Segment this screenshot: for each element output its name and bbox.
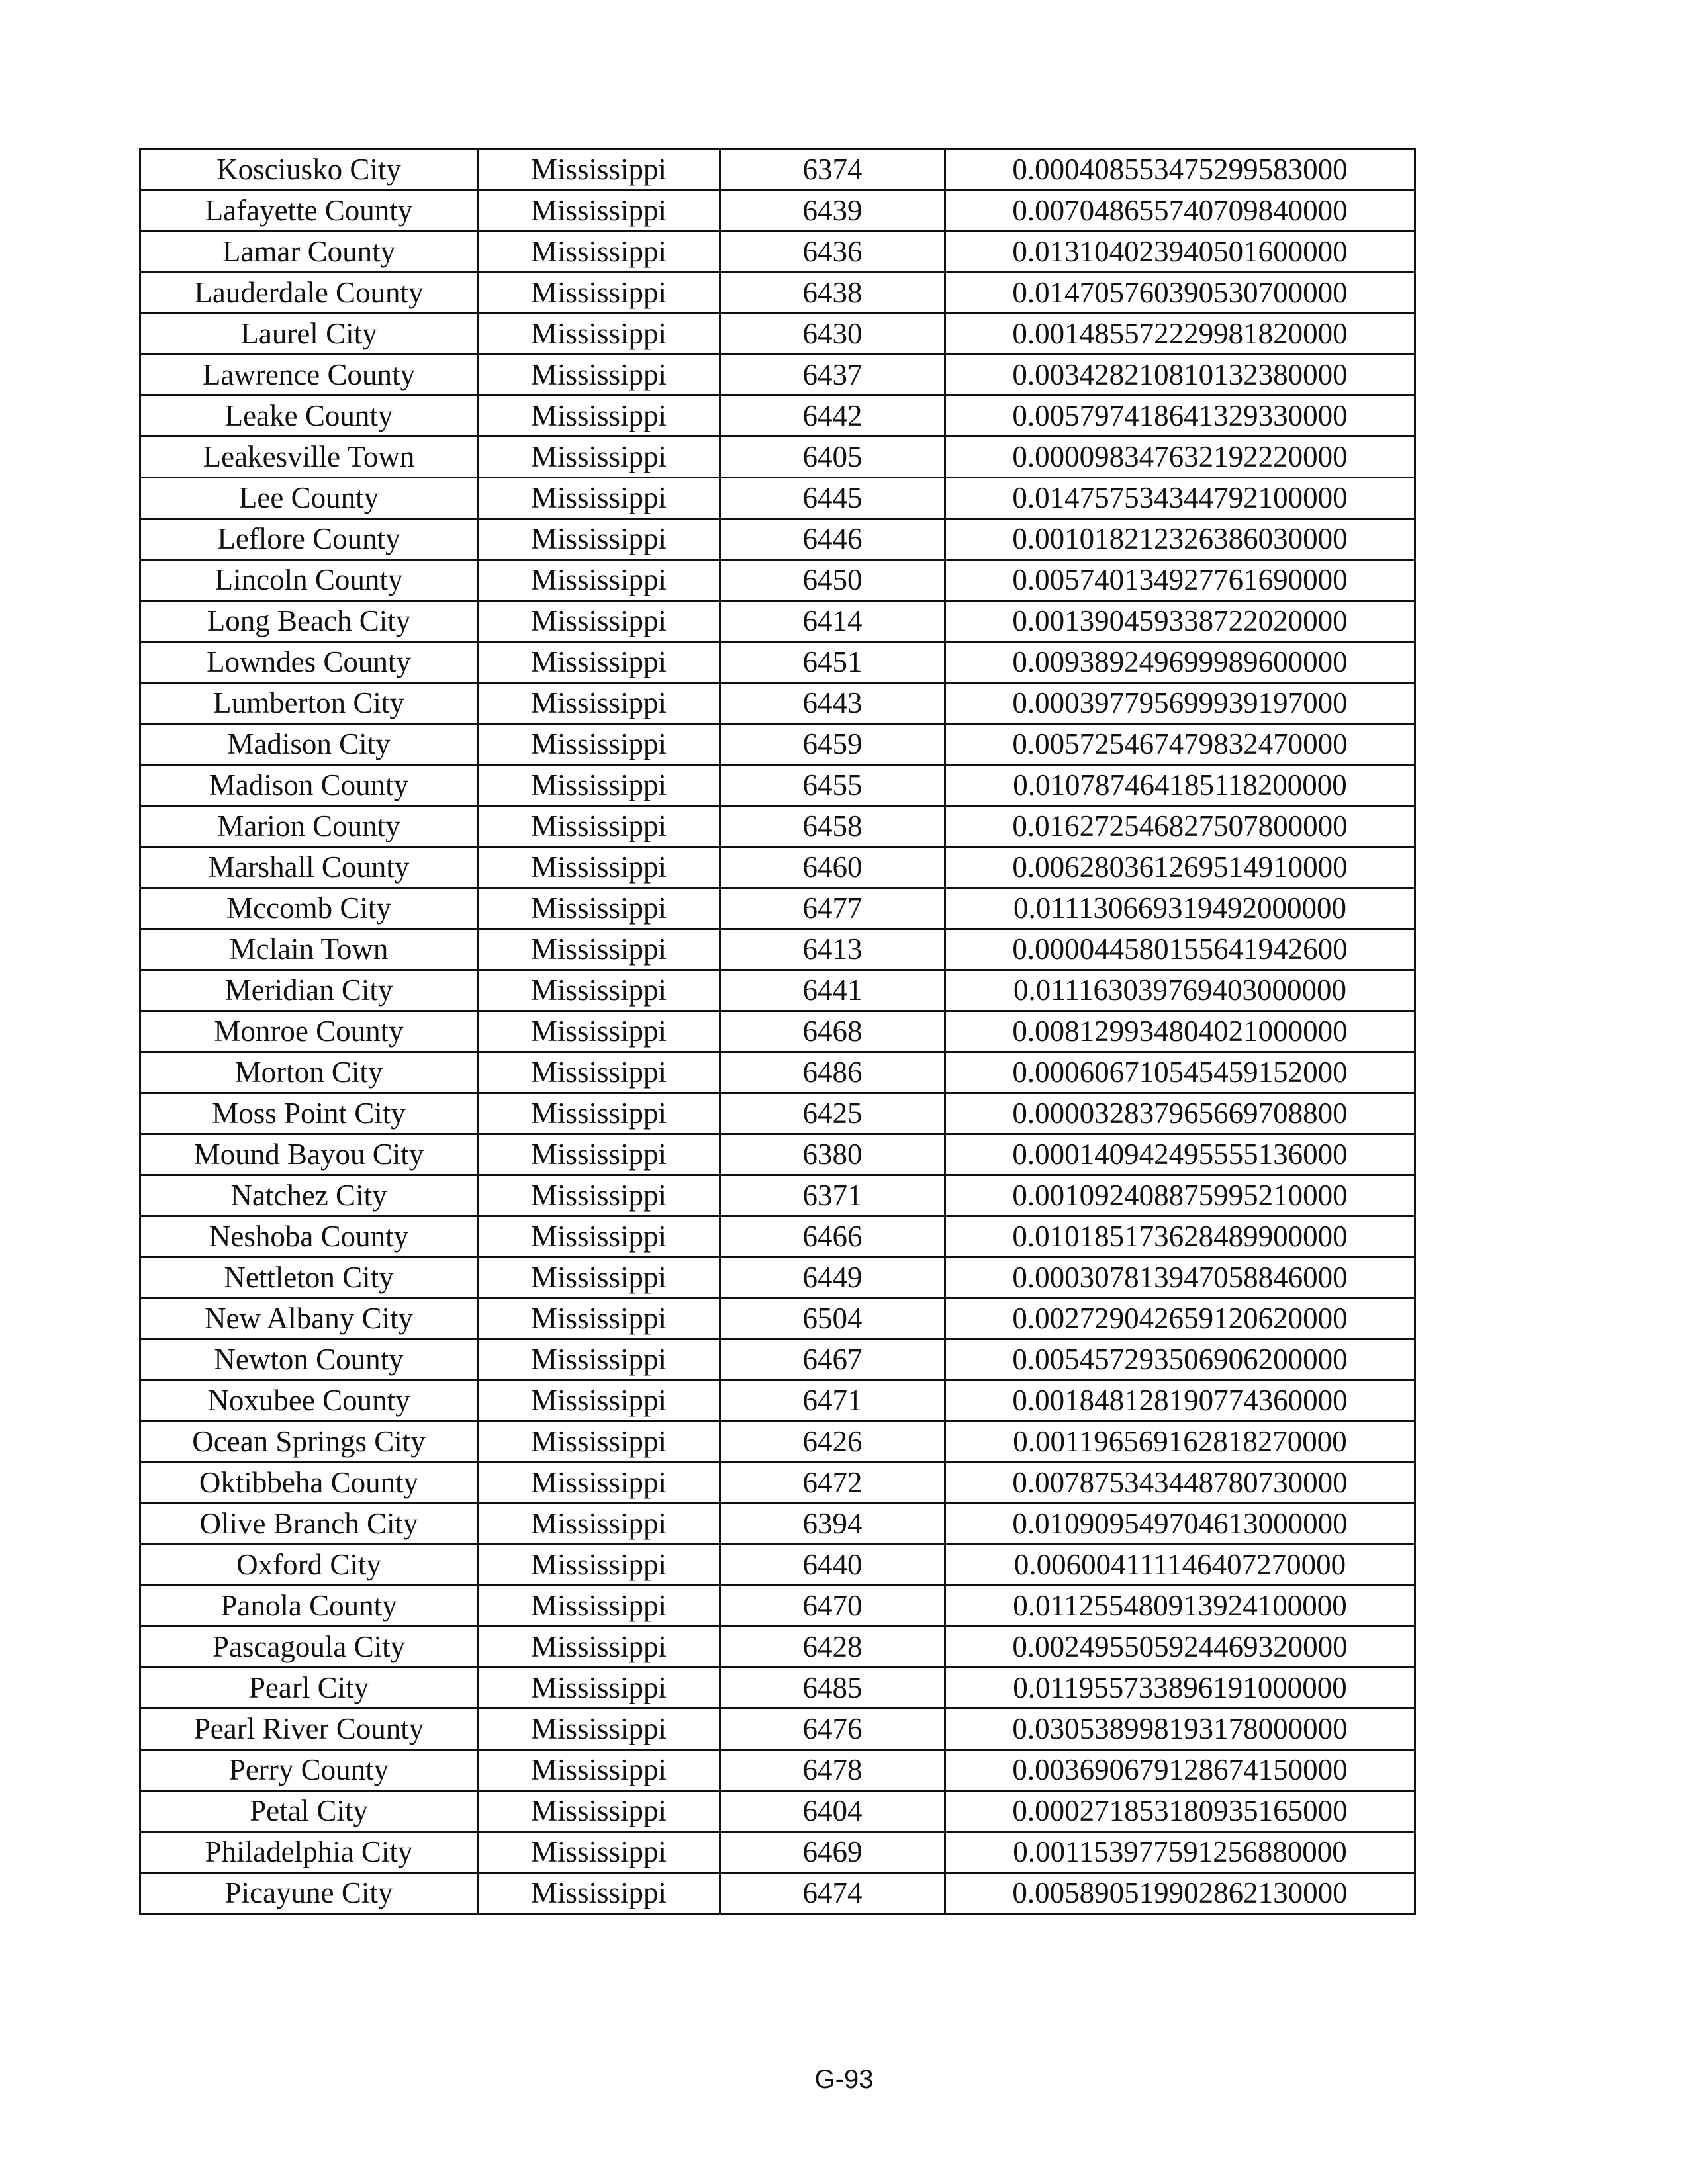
allocation-value-cell: 0.000408553475299583000 xyxy=(945,150,1415,191)
state-cell: Mississippi xyxy=(478,1052,720,1093)
state-cell: Mississippi xyxy=(478,970,720,1011)
table-row xyxy=(140,970,1415,1011)
state-cell: Mississippi xyxy=(478,1832,720,1873)
id-cell: 6451 xyxy=(720,642,945,683)
table-row xyxy=(140,355,1415,396)
id-cell: 6414 xyxy=(720,601,945,642)
allocation-value-cell: 0.009389249699989600000 xyxy=(945,642,1415,683)
id-cell: 6438 xyxy=(720,273,945,314)
municipality-name-cell: Moss Point City xyxy=(140,1093,478,1134)
state-cell: Mississippi xyxy=(478,314,720,355)
page-number: G-93 xyxy=(814,2065,874,2094)
id-cell: 6439 xyxy=(720,191,945,232)
allocation-value-cell: 0.005797418641329330000 xyxy=(945,396,1415,437)
municipality-name-cell: Nettleton City xyxy=(140,1257,478,1298)
municipality-name-cell: Leakesville Town xyxy=(140,437,478,478)
allocation-value-cell: 0.001390459338722020000 xyxy=(945,601,1415,642)
id-cell: 6468 xyxy=(720,1011,945,1052)
allocation-value-cell: 0.001485572229981820000 xyxy=(945,314,1415,355)
allocation-value-cell: 0.000271853180935165000 xyxy=(945,1791,1415,1832)
id-cell: 6449 xyxy=(720,1257,945,1298)
table-row xyxy=(140,1873,1415,1914)
municipality-name-cell: Lowndes County xyxy=(140,642,478,683)
allocation-value-cell: 0.000397795699939197000 xyxy=(945,683,1415,724)
municipality-name-cell: Petal City xyxy=(140,1791,478,1832)
municipality-name-cell: Lafayette County xyxy=(140,191,478,232)
table-row xyxy=(140,929,1415,970)
state-cell: Mississippi xyxy=(478,1175,720,1216)
state-cell: Mississippi xyxy=(478,1463,720,1504)
state-cell: Mississippi xyxy=(478,847,720,888)
municipality-name-cell: Perry County xyxy=(140,1750,478,1791)
id-cell: 6426 xyxy=(720,1422,945,1463)
allocation-value-cell: 0.010185173628489900000 xyxy=(945,1216,1415,1257)
allocation-value-cell: 0.002495505924469320000 xyxy=(945,1627,1415,1668)
allocation-value-cell: 0.014705760390530700000 xyxy=(945,273,1415,314)
id-cell: 6467 xyxy=(720,1340,945,1381)
id-cell: 6371 xyxy=(720,1175,945,1216)
id-cell: 6466 xyxy=(720,1216,945,1257)
id-cell: 6469 xyxy=(720,1832,945,1873)
municipality-name-cell: Lumberton City xyxy=(140,683,478,724)
state-cell: Mississippi xyxy=(478,1750,720,1791)
table-row xyxy=(140,191,1415,232)
id-cell: 6430 xyxy=(720,314,945,355)
state-cell: Mississippi xyxy=(478,1627,720,1668)
state-cell: Mississippi xyxy=(478,1545,720,1586)
municipality-name-cell: Pascagoula City xyxy=(140,1627,478,1668)
id-cell: 6478 xyxy=(720,1750,945,1791)
municipality-name-cell: Morton City xyxy=(140,1052,478,1093)
state-cell: Mississippi xyxy=(478,396,720,437)
state-cell: Mississippi xyxy=(478,1134,720,1175)
state-cell: Mississippi xyxy=(478,1381,720,1422)
id-cell: 6472 xyxy=(720,1463,945,1504)
table-row xyxy=(140,273,1415,314)
table-row xyxy=(140,478,1415,519)
allocation-value-cell: 0.001848128190774360000 xyxy=(945,1381,1415,1422)
state-cell: Mississippi xyxy=(478,1422,720,1463)
table-row xyxy=(140,683,1415,724)
allocation-value-cell: 0.013104023940501600000 xyxy=(945,232,1415,273)
municipality-name-cell: Olive Branch City xyxy=(140,1504,478,1545)
municipality-name-cell: Lauderdale County xyxy=(140,273,478,314)
state-cell: Mississippi xyxy=(478,150,720,191)
allocation-value-cell: 0.014757534344792100000 xyxy=(945,478,1415,519)
allocation-value-cell: 0.005457293506906200000 xyxy=(945,1340,1415,1381)
allocation-value-cell: 0.007875343448780730000 xyxy=(945,1463,1415,1504)
municipality-name-cell: Marion County xyxy=(140,806,478,847)
municipality-name-cell: Noxubee County xyxy=(140,1381,478,1422)
state-cell: Mississippi xyxy=(478,1216,720,1257)
municipality-name-cell: Ocean Springs City xyxy=(140,1422,478,1463)
id-cell: 6441 xyxy=(720,970,945,1011)
id-cell: 6471 xyxy=(720,1381,945,1422)
state-cell: Mississippi xyxy=(478,191,720,232)
state-cell: Mississippi xyxy=(478,1093,720,1134)
allocation-value-cell: 0.005740134927761690000 xyxy=(945,560,1415,601)
state-cell: Mississippi xyxy=(478,1298,720,1340)
state-cell: Mississippi xyxy=(478,1709,720,1750)
table-row xyxy=(140,314,1415,355)
table-row xyxy=(140,396,1415,437)
id-cell: 6437 xyxy=(720,355,945,396)
allocation-value-cell: 0.000606710545459152000 xyxy=(945,1052,1415,1093)
id-cell: 6443 xyxy=(720,683,945,724)
municipality-name-cell: Newton County xyxy=(140,1340,478,1381)
table-row xyxy=(140,1463,1415,1504)
allocation-value-cell: 0.001018212326386030000 xyxy=(945,519,1415,560)
municipality-name-cell: Mclain Town xyxy=(140,929,478,970)
table-row xyxy=(140,1257,1415,1298)
table-row xyxy=(140,1093,1415,1134)
id-cell: 6476 xyxy=(720,1709,945,1750)
state-cell: Mississippi xyxy=(478,1257,720,1298)
allocation-value-cell: 0.000307813947058846000 xyxy=(945,1257,1415,1298)
municipality-name-cell: Mccomb City xyxy=(140,888,478,929)
id-cell: 6428 xyxy=(720,1627,945,1668)
table-row xyxy=(140,1545,1415,1586)
municipality-name-cell: Leake County xyxy=(140,396,478,437)
table-row xyxy=(140,232,1415,273)
id-cell: 6459 xyxy=(720,724,945,765)
table-row xyxy=(140,1298,1415,1340)
municipality-name-cell: Lawrence County xyxy=(140,355,478,396)
table-row xyxy=(140,724,1415,765)
municipality-name-cell: Philadelphia City xyxy=(140,1832,478,1873)
id-cell: 6455 xyxy=(720,765,945,806)
table-body xyxy=(140,150,1415,1914)
municipality-name-cell: Meridian City xyxy=(140,970,478,1011)
table-row xyxy=(140,1340,1415,1381)
state-cell: Mississippi xyxy=(478,478,720,519)
table-row xyxy=(140,1709,1415,1750)
table-row xyxy=(140,1175,1415,1216)
municipality-name-cell: Marshall County xyxy=(140,847,478,888)
municipality-name-cell: Pearl River County xyxy=(140,1709,478,1750)
id-cell: 6436 xyxy=(720,232,945,273)
state-cell: Mississippi xyxy=(478,642,720,683)
municipality-name-cell: Lincoln County xyxy=(140,560,478,601)
id-cell: 6374 xyxy=(720,150,945,191)
municipality-name-cell: Leflore County xyxy=(140,519,478,560)
id-cell: 6446 xyxy=(720,519,945,560)
municipality-name-cell: Madison City xyxy=(140,724,478,765)
municipality-name-cell: Mound Bayou City xyxy=(140,1134,478,1175)
id-cell: 6442 xyxy=(720,396,945,437)
state-cell: Mississippi xyxy=(478,683,720,724)
table-row xyxy=(140,1134,1415,1175)
allocation-value-cell: 0.030538998193178000000 xyxy=(945,1709,1415,1750)
state-cell: Mississippi xyxy=(478,355,720,396)
id-cell: 6470 xyxy=(720,1586,945,1627)
allocation-value-cell: 0.011163039769403000000 xyxy=(945,970,1415,1011)
allocation-value-cell: 0.006004111146407270000 xyxy=(945,1545,1415,1586)
state-cell: Mississippi xyxy=(478,601,720,642)
allocation-value-cell: 0.001153977591256880000 xyxy=(945,1832,1415,1873)
municipality-name-cell: Pearl City xyxy=(140,1668,478,1709)
table-row xyxy=(140,150,1415,191)
table-row xyxy=(140,560,1415,601)
state-cell: Mississippi xyxy=(478,560,720,601)
municipality-name-cell: New Albany City xyxy=(140,1298,478,1340)
allocation-value-cell: 0.010787464185118200000 xyxy=(945,765,1415,806)
allocation-value-cell: 0.003428210810132380000 xyxy=(945,355,1415,396)
allocation-value-cell: 0.008129934804021000000 xyxy=(945,1011,1415,1052)
municipality-name-cell: Oxford City xyxy=(140,1545,478,1586)
id-cell: 6425 xyxy=(720,1093,945,1134)
id-cell: 6450 xyxy=(720,560,945,601)
allocation-value-cell: 0.005725467479832470000 xyxy=(945,724,1415,765)
municipality-name-cell: Natchez City xyxy=(140,1175,478,1216)
id-cell: 6380 xyxy=(720,1134,945,1175)
table-row xyxy=(140,437,1415,478)
municipality-name-cell: Long Beach City xyxy=(140,601,478,642)
allocation-value-cell: 0.011130669319492000000 xyxy=(945,888,1415,929)
allocation-value-cell: 0.002729042659120620000 xyxy=(945,1298,1415,1340)
allocation-value-cell: 0.003690679128674150000 xyxy=(945,1750,1415,1791)
municipality-name-cell: Neshoba County xyxy=(140,1216,478,1257)
allocation-value-cell: 0.000044580155641942600 xyxy=(945,929,1415,970)
municipality-name-cell: Laurel City xyxy=(140,314,478,355)
municipality-name-cell: Kosciusko City xyxy=(140,150,478,191)
state-cell: Mississippi xyxy=(478,806,720,847)
municipality-name-cell: Panola County xyxy=(140,1586,478,1627)
table-row xyxy=(140,888,1415,929)
allocation-value-cell: 0.011255480913924100000 xyxy=(945,1586,1415,1627)
state-cell: Mississippi xyxy=(478,724,720,765)
table-row xyxy=(140,806,1415,847)
table-row xyxy=(140,1052,1415,1093)
allocation-value-cell: 0.016272546827507800000 xyxy=(945,806,1415,847)
table-row xyxy=(140,1832,1415,1873)
id-cell: 6445 xyxy=(720,478,945,519)
state-cell: Mississippi xyxy=(478,273,720,314)
state-cell: Mississippi xyxy=(478,765,720,806)
state-cell: Mississippi xyxy=(478,232,720,273)
municipality-name-cell: Picayune City xyxy=(140,1873,478,1914)
municipality-name-cell: Oktibbeha County xyxy=(140,1463,478,1504)
state-cell: Mississippi xyxy=(478,888,720,929)
allocation-value-cell: 0.007048655740709840000 xyxy=(945,191,1415,232)
state-cell: Mississippi xyxy=(478,1791,720,1832)
state-cell: Mississippi xyxy=(478,929,720,970)
allocation-value-cell: 0.000140942495555136000 xyxy=(945,1134,1415,1175)
allocation-table xyxy=(139,148,1416,1915)
table-row xyxy=(140,1586,1415,1627)
allocation-value-cell: 0.005890519902862130000 xyxy=(945,1873,1415,1914)
table-row xyxy=(140,1791,1415,1832)
id-cell: 6405 xyxy=(720,437,945,478)
id-cell: 6474 xyxy=(720,1873,945,1914)
allocation-value-cell: 0.000098347632192220000 xyxy=(945,437,1415,478)
state-cell: Mississippi xyxy=(478,1586,720,1627)
id-cell: 6460 xyxy=(720,847,945,888)
municipality-name-cell: Lamar County xyxy=(140,232,478,273)
state-cell: Mississippi xyxy=(478,437,720,478)
table-row xyxy=(140,847,1415,888)
state-cell: Mississippi xyxy=(478,1011,720,1052)
table-row xyxy=(140,1381,1415,1422)
municipality-name-cell: Madison County xyxy=(140,765,478,806)
table-row xyxy=(140,1750,1415,1791)
id-cell: 6413 xyxy=(720,929,945,970)
id-cell: 6404 xyxy=(720,1791,945,1832)
id-cell: 6485 xyxy=(720,1668,945,1709)
table-row xyxy=(140,642,1415,683)
allocation-value-cell: 0.001092408875995210000 xyxy=(945,1175,1415,1216)
id-cell: 6504 xyxy=(720,1298,945,1340)
table-row xyxy=(140,1627,1415,1668)
state-cell: Mississippi xyxy=(478,1668,720,1709)
municipality-name-cell: Lee County xyxy=(140,478,478,519)
state-cell: Mississippi xyxy=(478,1504,720,1545)
table-row xyxy=(140,1216,1415,1257)
table-row xyxy=(140,765,1415,806)
allocation-value-cell: 0.000032837965669708800 xyxy=(945,1093,1415,1134)
table-row xyxy=(140,1668,1415,1709)
allocation-value-cell: 0.011955733896191000000 xyxy=(945,1668,1415,1709)
table-row xyxy=(140,1422,1415,1463)
id-cell: 6477 xyxy=(720,888,945,929)
allocation-value-cell: 0.001196569162818270000 xyxy=(945,1422,1415,1463)
allocation-value-cell: 0.006280361269514910000 xyxy=(945,847,1415,888)
allocation-value-cell: 0.010909549704613000000 xyxy=(945,1504,1415,1545)
table-row xyxy=(140,1504,1415,1545)
id-cell: 6458 xyxy=(720,806,945,847)
municipality-name-cell: Monroe County xyxy=(140,1011,478,1052)
id-cell: 6486 xyxy=(720,1052,945,1093)
state-cell: Mississippi xyxy=(478,1340,720,1381)
table-row xyxy=(140,519,1415,560)
table-row xyxy=(140,1011,1415,1052)
state-cell: Mississippi xyxy=(478,519,720,560)
table-row xyxy=(140,601,1415,642)
id-cell: 6440 xyxy=(720,1545,945,1586)
state-cell: Mississippi xyxy=(478,1873,720,1914)
id-cell: 6394 xyxy=(720,1504,945,1545)
